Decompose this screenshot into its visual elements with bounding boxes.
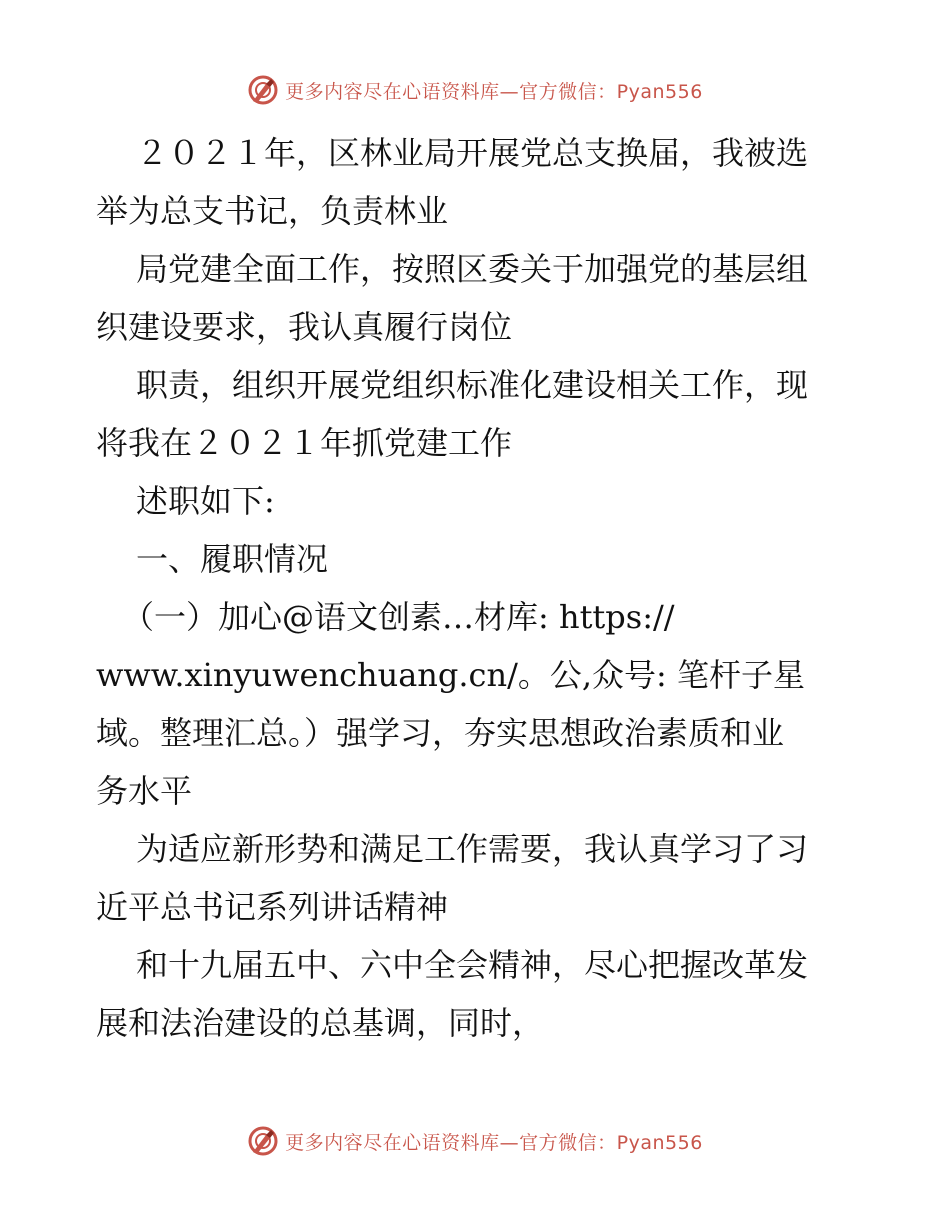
header-banner [0,70,950,110]
text-line: 将我在２０２１年抓党建工作 [96,424,513,462]
footer-banner-text: 更多内容尽在心语资料库—官方微信：Pyan556 [285,1131,703,1154]
text-line: 局党建全面工作，按照区委关于加强党的基层组 [136,250,809,288]
text-line: 域。整理汇总。）强学习，夯实思想政治素质和业 [96,714,785,752]
text-line: 务水平 [96,772,193,810]
pen-logo-icon [247,74,279,106]
text-line: 为适应新形势和满足工作需要，我认真学习了习 [136,830,809,868]
text-line: 近平总书记系列讲话精神 [96,888,449,926]
document-body [96,124,856,1052]
footer-banner [0,1121,950,1161]
text-line: 织建设要求，我认真履行岗位 [96,308,513,346]
text-line: 展和法治建设的总基调，同时， [96,1004,545,1042]
text-line: 述职如下: [136,482,275,520]
text-line: 举为总支书记，负责林业 [96,192,449,230]
text-line: www.xinyuwenchuang.cn/。公,众号: 笔杆子星 [96,656,805,694]
text-line: 职责，组织开展党组织标准化建设相关工作，现 [136,366,809,404]
header-banner-text: 更多内容尽在心语资料库—官方微信：Pyan556 [285,80,703,103]
text-line: 和十九届五中、六中全会精神，尽心把握改革发 [136,946,809,984]
pen-logo-icon [247,1125,279,1157]
section-heading: 一、履职情况 [136,540,329,578]
text-line: ２０２１年，区林业局开展党总支换届，我被选 [136,134,809,172]
subsection-heading: （一）加心@语文创素…材库: https:// [122,598,675,636]
